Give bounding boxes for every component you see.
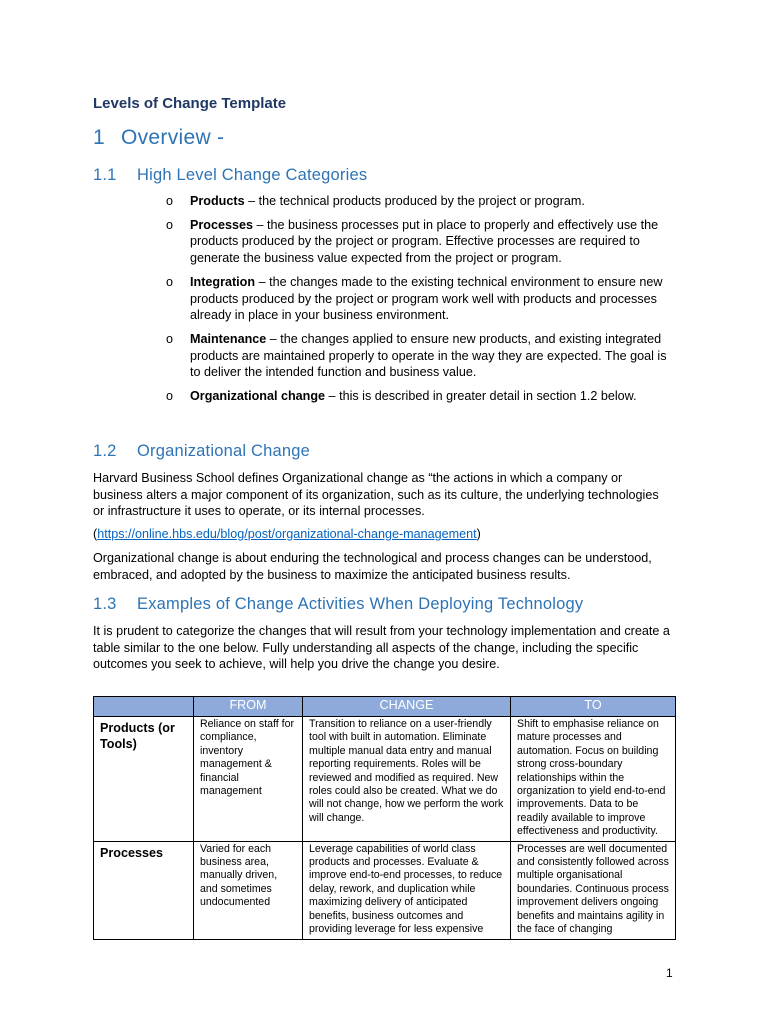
- heading-text: Organizational Change: [137, 442, 310, 460]
- cell-to: Processes are well documented and consistently followed across multiple organisational boundaries. Continuous process improvement delivers ongoing benefits and maintains agility in the face of changing: [511, 841, 676, 939]
- item-term: Processes: [190, 217, 254, 232]
- link-paren-open: (: [93, 527, 98, 541]
- item-text: – the changes made to the existing technical environment to ensure new products produced by the project or program work well with products and processes already in place in your business environment.: [190, 274, 663, 323]
- cell-from: Reliance on staff for compliance, inventory management & financial management: [194, 717, 303, 842]
- item-text: – the changes applied to ensure new products, and existing integrated products are maintained properly to operate in the way they are expected. The goal is to deliver the intended function and business value.: [190, 331, 667, 380]
- row-label-processes: Processes: [94, 841, 194, 939]
- heading-text: Examples of Change Activities When Deploying Technology: [137, 595, 584, 613]
- cell-to: Shift to emphasise reliance on mature processes and automation. Focus on building strong cross-boundary relationships within the organization to yield end-to-end improvements. Data to be readily available to improve effectiveness and productivity.: [511, 717, 676, 842]
- list-item: [166, 217, 671, 267]
- item-term: Integration: [190, 274, 256, 289]
- cell-change: Transition to reliance on a user-friendly tool with built in automation. Eliminate multiple manual data entry and manual reporting requirements. Roles will be reviewed and modified as required. New roles could also be created. What we do will not change, how we perform the work will change.: [303, 717, 511, 842]
- item-text: – the technical products produced by the project or program.: [244, 194, 585, 208]
- examples-intro-paragraph: It is prudent to categorize the changes that will result from your technology implementation and create a table similar to the one below. Fully understanding all aspects of the change, including the specific outcomes you seek to achieve, will help you drive the change you desire.: [93, 624, 670, 672]
- heading-number: 1.1: [93, 166, 117, 184]
- bullet-marker: o: [166, 274, 174, 289]
- bullet-marker: o: [166, 331, 174, 346]
- source-link-line: [93, 526, 673, 543]
- page-number: 1: [666, 966, 673, 980]
- hbs-source-link[interactable]: https://online.hbs.edu/blog/post/organizational-change-management: [97, 527, 477, 541]
- item-term: Products: [190, 194, 245, 208]
- list-item: [166, 388, 671, 405]
- document-title: Levels of Change Template: [93, 95, 287, 112]
- heading-1-3: [93, 595, 583, 614]
- heading-number: 1.3: [93, 595, 117, 613]
- heading-1-1: [93, 166, 367, 185]
- table-row: [94, 717, 676, 842]
- hbs-definition-paragraph: Harvard Business School defines Organizational change as “the actions in which a company or business alters a major component of its organization, such as its culture, the underlying technologies or infrastructure it uses to operate, or its internal processes.: [93, 471, 659, 519]
- header-cell-change: CHANGE: [303, 697, 511, 717]
- list-item: [166, 331, 671, 381]
- bullet-marker: o: [166, 389, 174, 404]
- header-cell-from: FROM: [194, 697, 303, 717]
- bullet-marker: o: [166, 194, 174, 208]
- heading-number: 1: [93, 126, 105, 149]
- heading-1-2: [93, 442, 310, 461]
- bullet-marker: o: [166, 217, 174, 232]
- list-item: [166, 274, 671, 324]
- link-paren-close: ): [476, 527, 481, 541]
- header-cell-blank: [94, 697, 194, 717]
- list-item: [166, 193, 671, 210]
- heading-text: High Level Change Categories: [137, 166, 368, 184]
- cell-from: Varied for each business area, manually driven, and sometimes undocumented: [194, 841, 303, 939]
- heading-text: Overview -: [121, 126, 225, 149]
- cell-change: Leverage capabilities of world class products and processes. Evaluate & improve end-to-end processes, to reduce delay, rework, and duplication while maximizing delivery of anticipated benefits, business outcomes and providing leverage for less expensive: [303, 841, 511, 939]
- item-term: Organizational change: [190, 389, 326, 404]
- heading-number: 1.2: [93, 442, 117, 460]
- heading-overview: [93, 126, 224, 150]
- header-cell-to: TO: [511, 697, 676, 717]
- change-categories-list: [166, 193, 671, 412]
- change-activities-table: [93, 696, 676, 940]
- org-change-paragraph: Organizational change is about enduring the technological and process changes can be understood, embraced, and adopted by the business to maximize the anticipated business results.: [93, 551, 652, 582]
- item-term: Maintenance: [190, 331, 267, 346]
- row-label-products: Products (or Tools): [94, 717, 194, 842]
- table-row: [94, 841, 676, 939]
- item-text: – this is described in greater detail in section 1.2 below.: [325, 389, 637, 404]
- item-text: – the business processes put in place to properly and effectively use the products produced by the project or program. Effective processes are required to generate the business value expected from the project or program.: [190, 217, 659, 266]
- table-header-row: [94, 697, 676, 717]
